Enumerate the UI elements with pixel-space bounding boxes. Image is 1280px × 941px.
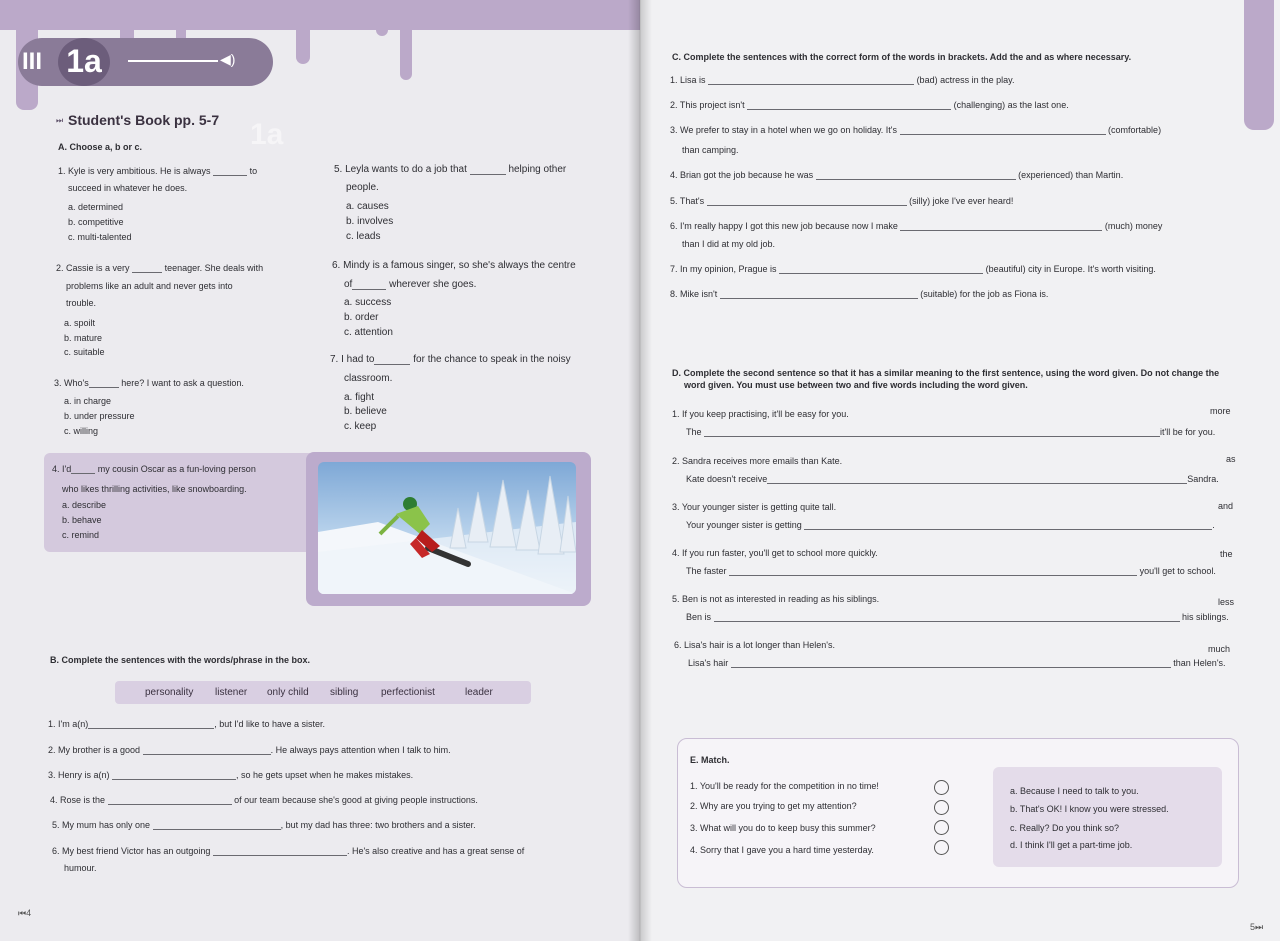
- option-b[interactable]: b. involves: [346, 216, 394, 227]
- option-c[interactable]: c. attention: [344, 327, 393, 338]
- answer-blank[interactable]: [767, 483, 1187, 484]
- word-perfectionist: perfectionist: [381, 687, 435, 698]
- match-answer-c: c. Really? Do you think so?: [1010, 823, 1120, 833]
- match-answer-b: b. That's OK! I know you were stressed.: [1010, 804, 1169, 814]
- header-drip-band: [0, 0, 640, 30]
- answer-blank[interactable]: [89, 387, 119, 388]
- transform-6-answer: Lisa's hair than Helen's.: [688, 658, 1226, 668]
- option-a[interactable]: a. success: [344, 297, 392, 308]
- sentence-c8: 8. Mike isn't (suitable) for the job as Fiona is.: [670, 289, 1049, 299]
- word-sibling: sibling: [330, 687, 359, 698]
- sentence-b6-line-2: humour.: [64, 863, 97, 873]
- answer-circle[interactable]: [934, 840, 949, 855]
- transform-3-keyword: and: [1218, 501, 1234, 511]
- word-only-child: only child: [267, 687, 309, 698]
- transform-1-keyword: more: [1210, 406, 1231, 416]
- transform-3-answer: Your younger sister is getting .: [686, 520, 1215, 530]
- question-4: 4. I'd my cousin Oscar as a fun-loving person: [52, 464, 256, 474]
- answer-blank[interactable]: [213, 855, 347, 856]
- option-b[interactable]: b. behave: [62, 515, 102, 525]
- option-a[interactable]: a. describe: [62, 500, 107, 510]
- answer-circle[interactable]: [934, 780, 949, 795]
- word-listener: listener: [215, 687, 248, 698]
- word-personality: personality: [145, 687, 194, 698]
- question-5: 5. Leyla wants to do a job that helping other: [334, 164, 567, 175]
- option-c[interactable]: c. multi-talented: [68, 232, 132, 242]
- option-c[interactable]: c. leads: [346, 231, 381, 242]
- option-a[interactable]: a. in charge: [64, 396, 112, 406]
- answer-blank[interactable]: [352, 289, 386, 290]
- answer-blank[interactable]: [470, 174, 506, 175]
- transform-2-keyword: as: [1226, 454, 1236, 464]
- match-question-1: 1. You'll be ready for the competition in no time!: [690, 781, 879, 791]
- question-7-line-2: classroom.: [344, 373, 393, 384]
- option-a[interactable]: a. spoilt: [64, 318, 96, 328]
- match-answer-d: d. I think I'll get a part-time job.: [1010, 840, 1133, 850]
- section-a-title: A. Choose a, b or c.: [58, 142, 143, 152]
- answer-blank[interactable]: [816, 179, 1016, 180]
- answer-blank[interactable]: [779, 273, 983, 274]
- question-6: 6. Mindy is a famous singer, so she's always the centre: [332, 260, 576, 271]
- transform-4-keyword: the: [1220, 549, 1233, 559]
- sentence-c2: 2. This project isn't (challenging) as the last one.: [670, 100, 1069, 110]
- paint-drip: [400, 20, 412, 80]
- option-a[interactable]: a. fight: [344, 392, 375, 403]
- answer-blank[interactable]: [731, 667, 1171, 668]
- transform-6-keyword: much: [1208, 644, 1231, 654]
- answer-blank[interactable]: [900, 134, 1106, 135]
- sentence-b4: 4. Rose is the of our team because she's good at giving people instructions.: [50, 795, 478, 805]
- sentence-c4: 4. Brian got the job because he was (experienced) than Martin.: [670, 170, 1124, 180]
- question-3: 3. Who's here? I want to ask a question.: [54, 378, 244, 388]
- option-b[interactable]: b. believe: [344, 406, 387, 417]
- unit-badge: 1a: [58, 38, 110, 86]
- answer-blank[interactable]: [747, 109, 951, 110]
- word-box: [115, 681, 531, 704]
- answer-blank[interactable]: [112, 779, 236, 780]
- answer-blank[interactable]: [720, 298, 918, 299]
- section-b-title: B. Complete the sentences with the words/phrase in the box.: [50, 655, 311, 665]
- answer-blank[interactable]: [108, 804, 232, 805]
- option-c[interactable]: c. keep: [344, 421, 377, 432]
- option-a[interactable]: a. causes: [346, 201, 389, 212]
- page-number-right: 5⏭: [1250, 922, 1264, 932]
- paint-drip: [376, 20, 388, 36]
- transform-1-answer: The it'll be for you.: [686, 427, 1216, 437]
- section-d-title-line-2: word given. You must use between two and five words including the word given.: [684, 380, 1028, 390]
- transform-2-answer: Kate doesn't receive Sandra.: [686, 474, 1219, 484]
- answer-circle[interactable]: [934, 800, 949, 815]
- question-5-line-2: people.: [346, 182, 379, 193]
- match-answer-a: a. Because I need to talk to you.: [1010, 786, 1139, 796]
- option-b[interactable]: b. mature: [64, 333, 103, 343]
- question-4-line-2: who likes thrilling activities, like snowboarding.: [62, 484, 247, 494]
- answer-blank[interactable]: [153, 829, 281, 830]
- question-2: 2. Cassie is a very teenager. She deals with: [56, 263, 264, 273]
- transform-6-question: 6. Lisa's hair is a lot longer than Helen's.: [674, 640, 836, 650]
- transform-1-question: 1. If you keep practising, it'll be easy for you.: [672, 409, 849, 419]
- question-1: 1. Kyle is very ambitious. He is always to: [58, 166, 258, 176]
- fast-forward-icon: ⏭: [56, 116, 64, 125]
- answer-blank[interactable]: [708, 84, 914, 85]
- paint-drip: [296, 20, 310, 64]
- question-6-line-2: of wherever she goes.: [344, 279, 477, 290]
- question-2-line-3: trouble.: [66, 298, 97, 308]
- book-gutter: [628, 0, 652, 941]
- sentence-c6: 6. I'm really happy I got this new job because now I make (much) money: [670, 221, 1163, 231]
- answer-blank[interactable]: [900, 230, 1102, 231]
- page-number-left: ⏮4: [18, 908, 32, 918]
- answer-circle[interactable]: [934, 820, 949, 835]
- transform-5-answer: Ben is his siblings.: [686, 612, 1229, 622]
- transform-2-question: 2. Sandra receives more emails than Kate.: [672, 456, 843, 466]
- answer-blank[interactable]: [704, 436, 1160, 437]
- snowboarder-illustration: [318, 462, 576, 594]
- snowboarder-photo: [318, 462, 576, 594]
- question-7: 7. I had to for the chance to speak in the noisy: [330, 354, 571, 365]
- match-question-4: 4. Sorry that I gave you a hard time yesterday.: [690, 845, 874, 855]
- answer-blank[interactable]: [374, 364, 410, 365]
- section-e-title: E. Match.: [690, 755, 730, 765]
- audio-track-line: [128, 60, 218, 62]
- answer-blank[interactable]: [729, 575, 1137, 576]
- transform-5-question: 5. Ben is not as interested in reading as his siblings.: [672, 594, 880, 604]
- sentence-c1: 1. Lisa is (bad) actress in the play.: [670, 75, 1015, 85]
- transform-5-keyword: less: [1218, 597, 1235, 607]
- sentence-b1: 1. I'm a(n) , but I'd like to have a sister.: [48, 719, 326, 729]
- option-c[interactable]: c. suitable: [64, 347, 105, 357]
- sentence-b2: 2. My brother is a good . He always pays attention when I talk to him.: [48, 745, 451, 755]
- paint-drip: [1244, 0, 1274, 130]
- sentence-c6-line-2: than I did at my old job.: [682, 239, 776, 249]
- transform-3-question: 3. Your younger sister is getting quite tall.: [672, 502, 837, 512]
- answer-blank[interactable]: [88, 728, 214, 729]
- sentence-b6: 6. My best friend Victor has an outgoing . He's also creative and has a great sense of: [52, 846, 525, 856]
- option-c[interactable]: c. willing: [64, 426, 99, 436]
- answer-blank[interactable]: [804, 529, 1212, 530]
- question-2-line-2: problems like an adult and never gets into: [66, 281, 233, 291]
- answer-blank[interactable]: [132, 272, 162, 273]
- sentence-b5: 5. My mum has only one , but my dad has three: two brothers and a sister.: [52, 820, 476, 830]
- answer-blank[interactable]: [213, 175, 247, 176]
- match-question-2: 2. Why are you trying to get my attention?: [690, 801, 857, 811]
- option-b[interactable]: b. competitive: [68, 217, 124, 227]
- option-b[interactable]: b. order: [344, 312, 379, 323]
- transform-4-answer: The faster you'll get to school.: [686, 566, 1216, 576]
- speaker-icon[interactable]: ◀): [220, 51, 236, 67]
- section-c-title: C. Complete the sentences with the correct form of the words in brackets. Add the and as where necessary.: [672, 52, 1132, 62]
- unit-watermark: 1a: [250, 118, 284, 151]
- sentence-c7: 7. In my opinion, Prague is (beautiful) city in Europe. It's worth visiting.: [670, 264, 1156, 274]
- answer-blank[interactable]: [143, 754, 271, 755]
- sentence-c3-line-2: than camping.: [682, 145, 739, 155]
- sentence-b3: 3. Henry is a(n) , so he gets upset when he makes mistakes.: [48, 770, 414, 780]
- unit-bars: III: [22, 48, 43, 75]
- sentence-c5: 5. That's (silly) joke I've ever heard!: [670, 196, 1014, 206]
- transform-4-question: 4. If you run faster, you'll get to school more quickly.: [672, 548, 878, 558]
- option-c[interactable]: c. remind: [62, 530, 100, 540]
- students-book-title: Student's Book pp. 5-7: [68, 112, 220, 128]
- option-b[interactable]: b. under pressure: [64, 411, 135, 421]
- option-a[interactable]: a. determined: [68, 202, 124, 212]
- answer-blank[interactable]: [71, 473, 95, 474]
- sentence-c3: 3. We prefer to stay in a hotel when we go on holiday. It's (comfortable): [670, 125, 1162, 135]
- word-leader: leader: [465, 687, 493, 698]
- match-question-3: 3. What will you do to keep busy this summer?: [690, 823, 876, 833]
- answer-blank[interactable]: [714, 621, 1180, 622]
- section-d-title: D. Complete the second sentence so that it has a similar meaning to the first sentence, using the word given. Do not change the: [672, 368, 1220, 378]
- question-1-line-2: succeed in whatever he does.: [68, 183, 188, 193]
- answer-blank[interactable]: [707, 205, 907, 206]
- match-answers-box: [993, 767, 1222, 867]
